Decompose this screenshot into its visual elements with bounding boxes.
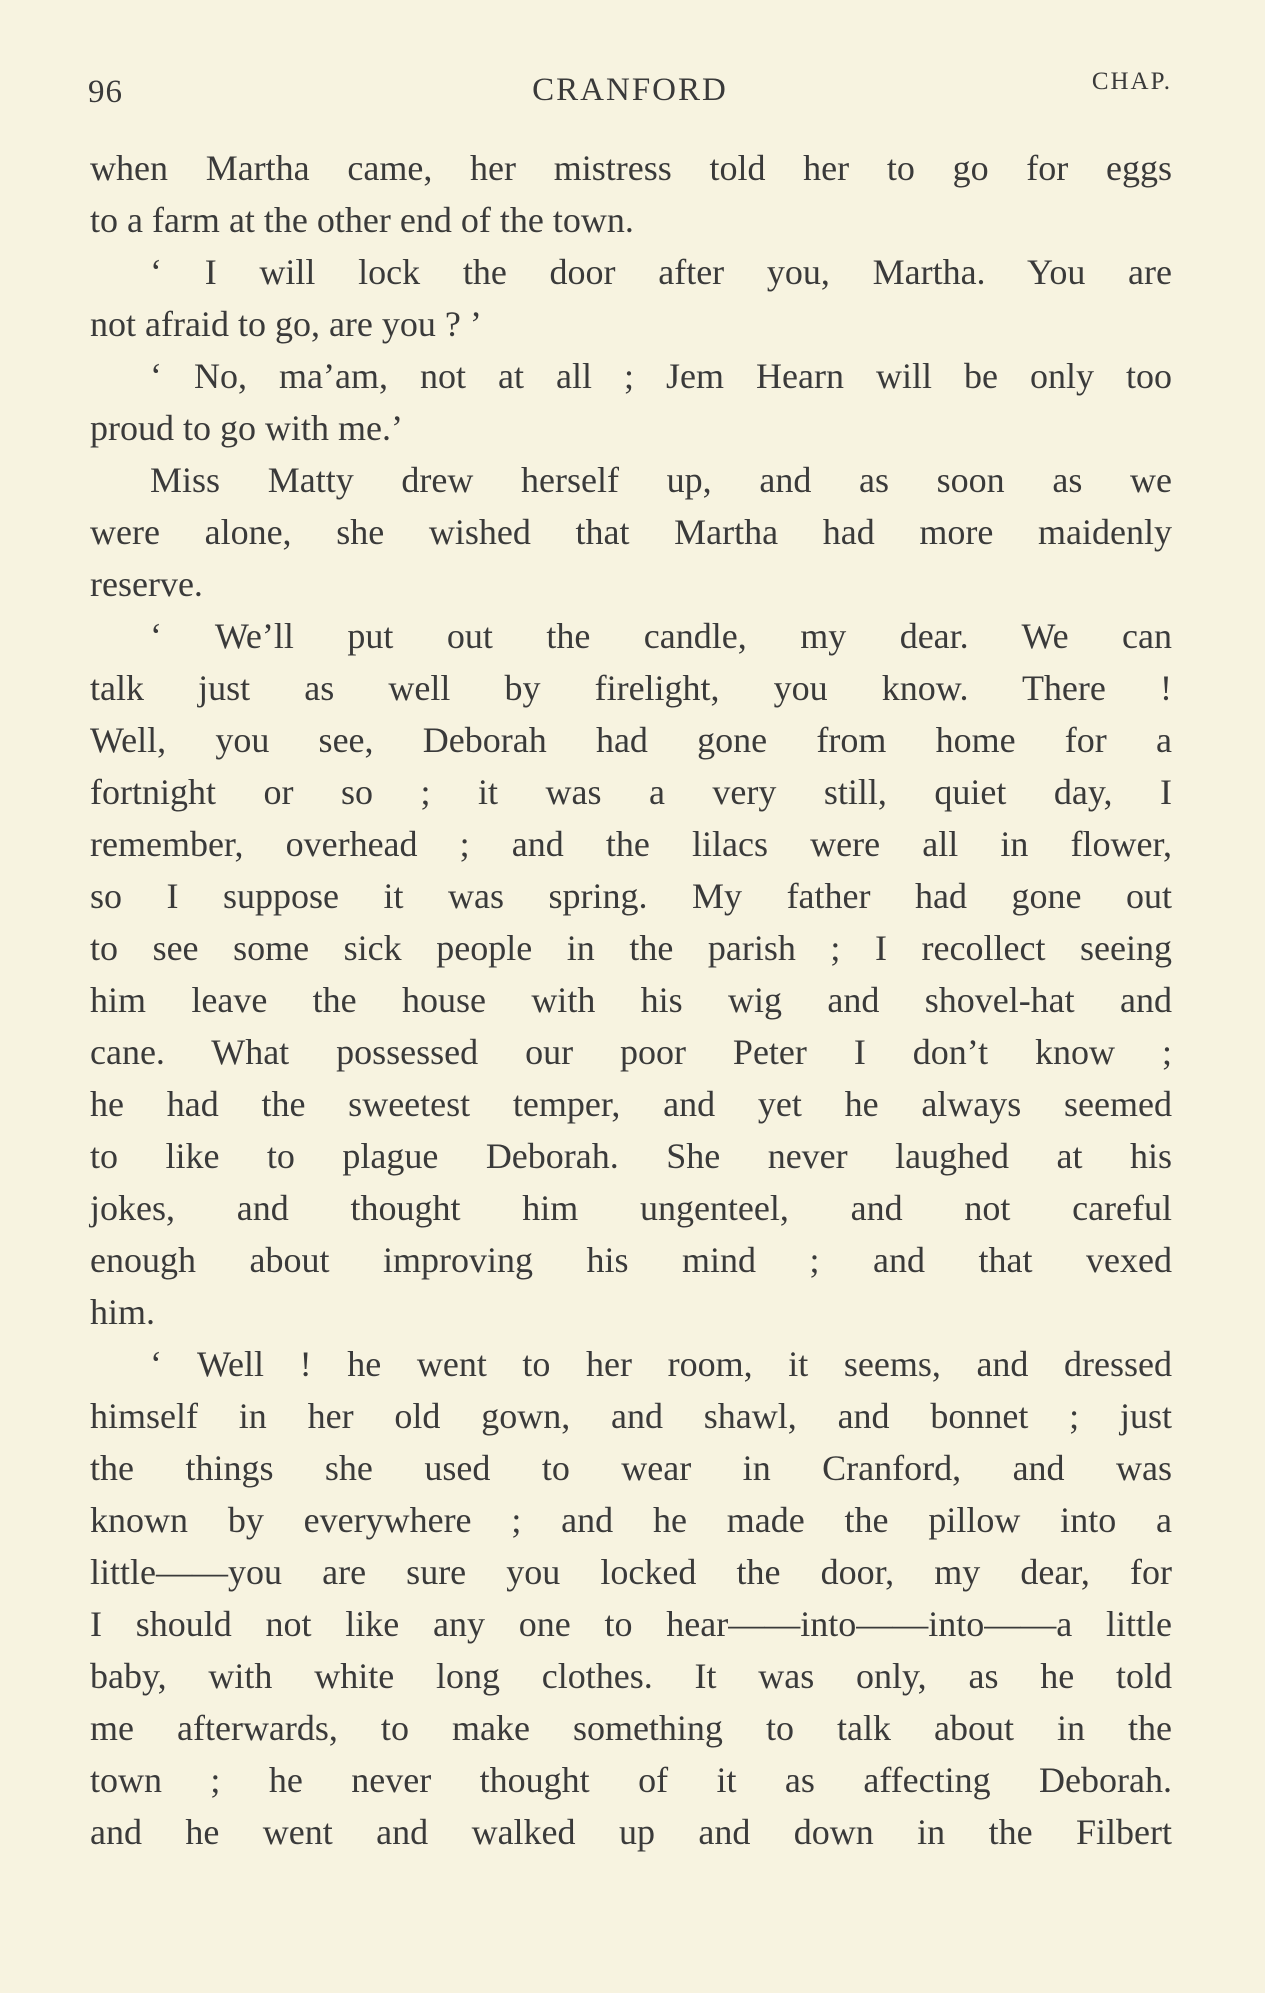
text-line: known by everywhere ; and he made the pillow into a: [90, 1500, 1172, 1540]
text-line: jokes, and thought him ungenteel, and not careful: [90, 1188, 1172, 1228]
text-line: Well, you see, Deborah had gone from home for a: [90, 720, 1172, 760]
text-line: and he went and walked up and down in the Filbert: [90, 1812, 1172, 1852]
text-line: himself in her old gown, and shawl, and bonnet ; just: [90, 1396, 1172, 1436]
text-line: him leave the house with his wig and shovel-hat and: [90, 980, 1172, 1020]
text-line: when Martha came, her mistress told her to go for eggs: [90, 148, 1172, 188]
text-line: reserve.: [90, 564, 203, 604]
text-line: so I suppose it was spring. My father had gone out: [90, 876, 1172, 916]
book-title: CRANFORD: [532, 72, 728, 108]
page-number: 96: [88, 74, 123, 110]
text-line: me afterwards, to make something to talk about in the: [90, 1708, 1172, 1748]
text-line: cane. What possessed our poor Peter I don’t know ;: [90, 1032, 1172, 1072]
text-line: proud to go with me.’: [90, 408, 403, 448]
text-line: the things she used to wear in Cranford, and was: [90, 1448, 1172, 1488]
text-line: fortnight or so ; it was a very still, quiet day, I: [90, 772, 1172, 812]
text-line: enough about improving his mind ; and that vexed: [90, 1240, 1172, 1280]
text-line: talk just as well by firelight, you know. There !: [90, 668, 1172, 708]
text-line: to like to plague Deborah. She never laughed at his: [90, 1136, 1172, 1176]
text-line: ‘ I will lock the door after you, Martha. You are: [150, 252, 1172, 292]
text-line: to a farm at the other end of the town.: [90, 200, 634, 240]
text-line: him.: [90, 1292, 156, 1332]
text-line: ‘ Well ! he went to her room, it seems, and dressed: [150, 1344, 1172, 1384]
text-line: remember, overhead ; and the lilacs were all in flower,: [90, 824, 1172, 864]
running-head: [88, 70, 1172, 120]
text-line: he had the sweetest temper, and yet he always seemed: [90, 1084, 1172, 1124]
text-line: Miss Matty drew herself up, and as soon as we: [150, 460, 1172, 500]
text-line: town ; he never thought of it as affecting Deborah.: [90, 1760, 1172, 1800]
text-line: ‘ We’ll put out the candle, my dear. We can: [150, 616, 1172, 656]
text-line: not afraid to go, are you ? ’: [90, 304, 482, 344]
text-line: were alone, she wished that Martha had more maidenly: [90, 512, 1172, 552]
text-line: ‘ No, ma’am, not at all ; Jem Hearn will be only too: [150, 356, 1172, 396]
text-line: I should not like any one to hear——into——into——a little: [90, 1604, 1172, 1644]
text-line: to see some sick people in the parish ; I recollect seeing: [90, 928, 1172, 968]
body-text: [90, 142, 1172, 1858]
chapter-label: CHAP.: [1091, 68, 1172, 95]
text-line: baby, with white long clothes. It was only, as he told: [90, 1656, 1172, 1696]
text-line: little——you are sure you locked the door, my dear, for: [90, 1552, 1172, 1592]
